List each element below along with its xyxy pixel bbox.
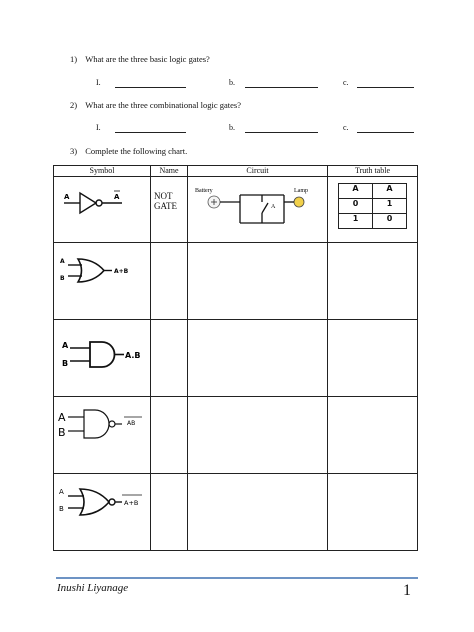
and-name-cell[interactable] bbox=[151, 320, 188, 397]
nand-input-a: A bbox=[58, 411, 66, 424]
chart-header-row bbox=[54, 166, 418, 177]
or-name-cell[interactable] bbox=[151, 243, 188, 320]
answer-line-1a[interactable] bbox=[115, 87, 186, 88]
footer-divider bbox=[56, 577, 418, 579]
header-truth-table: Truth table bbox=[328, 166, 418, 177]
or-output: A+B bbox=[114, 268, 129, 275]
or-truth-table-cell[interactable] bbox=[328, 243, 418, 320]
not-name-line2: GATE bbox=[154, 201, 177, 211]
not-circuit-diagram bbox=[188, 177, 327, 237]
and-input-b: B bbox=[62, 359, 69, 368]
lamp-label: Lamp bbox=[294, 188, 308, 194]
not-name-line1: NOT bbox=[154, 191, 173, 201]
nor-truth-table-cell[interactable] bbox=[328, 474, 418, 551]
question-3-text: Complete the following chart. bbox=[85, 146, 188, 156]
and-gate-icon bbox=[54, 320, 150, 396]
blank-label-i: I. bbox=[96, 123, 101, 132]
and-input-a: A bbox=[62, 341, 69, 350]
and-truth-table-cell[interactable] bbox=[328, 320, 418, 397]
nand-gate-icon bbox=[54, 397, 150, 473]
footer-author: Inushi Liyanage bbox=[57, 582, 129, 594]
not-output-label: A bbox=[114, 193, 120, 201]
answer-line-1c[interactable] bbox=[357, 87, 414, 88]
tt-cell: 0 bbox=[339, 199, 373, 214]
not-truth-table-cell bbox=[328, 177, 418, 243]
nand-input-b: B bbox=[58, 426, 66, 439]
question-1-text: What are the three basic logic gates? bbox=[85, 54, 210, 64]
answer-line-2b[interactable] bbox=[245, 132, 318, 133]
header-symbol: Symbol bbox=[54, 166, 151, 177]
chart-row-not bbox=[54, 177, 418, 243]
or-gate-symbol-cell bbox=[54, 243, 151, 320]
tt-cell: 0 bbox=[373, 214, 407, 229]
switch-icon bbox=[262, 195, 268, 223]
not-gate-symbol-cell bbox=[54, 177, 151, 243]
tt-cell: 1 bbox=[373, 199, 407, 214]
header-circuit: Circuit bbox=[188, 166, 328, 177]
nand-truth-table-cell[interactable] bbox=[328, 397, 418, 474]
page-number: 1 bbox=[403, 582, 411, 599]
tt-cell: 1 bbox=[339, 214, 373, 229]
nor-gate-icon bbox=[54, 474, 150, 550]
question-1 bbox=[70, 54, 210, 64]
tt-header-a: A bbox=[339, 184, 373, 199]
nor-circuit-cell[interactable] bbox=[188, 474, 328, 551]
header-name: Name bbox=[151, 166, 188, 177]
answer-line-2a[interactable] bbox=[115, 132, 186, 133]
battery-label: Battery bbox=[195, 188, 213, 194]
nor-name-cell[interactable] bbox=[151, 474, 188, 551]
answer-line-1b[interactable] bbox=[245, 87, 318, 88]
blank-label-c: c. bbox=[343, 78, 349, 87]
lamp-icon bbox=[294, 197, 304, 207]
switch-label: A bbox=[271, 204, 276, 210]
or-input-b: B bbox=[60, 275, 65, 282]
chart-row-or bbox=[54, 243, 418, 320]
chart-row-nor bbox=[54, 474, 418, 551]
and-output: A.B bbox=[125, 351, 141, 360]
question-3-number: 3) bbox=[70, 146, 78, 156]
battery-icon bbox=[208, 196, 220, 208]
nand-output: AB bbox=[127, 420, 136, 427]
question-2-text: What are the three combinational logic gates? bbox=[85, 100, 241, 110]
question-3 bbox=[70, 146, 187, 156]
not-circuit-cell bbox=[188, 177, 328, 243]
tt-header-not-a: $\overline{A}$ bbox=[373, 184, 407, 199]
nor-output: A+B bbox=[124, 499, 139, 507]
logic-gate-chart bbox=[53, 165, 418, 551]
nor-input-a: A bbox=[59, 488, 64, 496]
nor-gate-symbol-cell bbox=[54, 474, 151, 551]
blank-label-b: b. bbox=[229, 78, 235, 87]
or-circuit-cell[interactable] bbox=[188, 243, 328, 320]
blank-label-i: I. bbox=[96, 78, 101, 87]
blank-label-b: b. bbox=[229, 123, 235, 132]
nand-circuit-cell[interactable] bbox=[188, 397, 328, 474]
not-input-label: A bbox=[64, 193, 70, 201]
or-gate-icon bbox=[54, 243, 150, 319]
question-1-number: 1) bbox=[70, 54, 78, 64]
and-gate-symbol-cell bbox=[54, 320, 151, 397]
not-gate-name-cell bbox=[151, 177, 188, 243]
answer-line-2c[interactable] bbox=[357, 132, 414, 133]
or-input-a: A bbox=[60, 258, 65, 265]
blank-label-c: c. bbox=[343, 123, 349, 132]
chart-row-and bbox=[54, 320, 418, 397]
nor-input-b: B bbox=[59, 505, 64, 513]
chart-row-nand bbox=[54, 397, 418, 474]
question-2 bbox=[70, 100, 241, 110]
not-gate-icon bbox=[54, 177, 150, 237]
question-2-number: 2) bbox=[70, 100, 78, 110]
nand-name-cell[interactable] bbox=[151, 397, 188, 474]
nand-gate-symbol-cell bbox=[54, 397, 151, 474]
not-truth-table bbox=[338, 183, 407, 229]
and-circuit-cell[interactable] bbox=[188, 320, 328, 397]
